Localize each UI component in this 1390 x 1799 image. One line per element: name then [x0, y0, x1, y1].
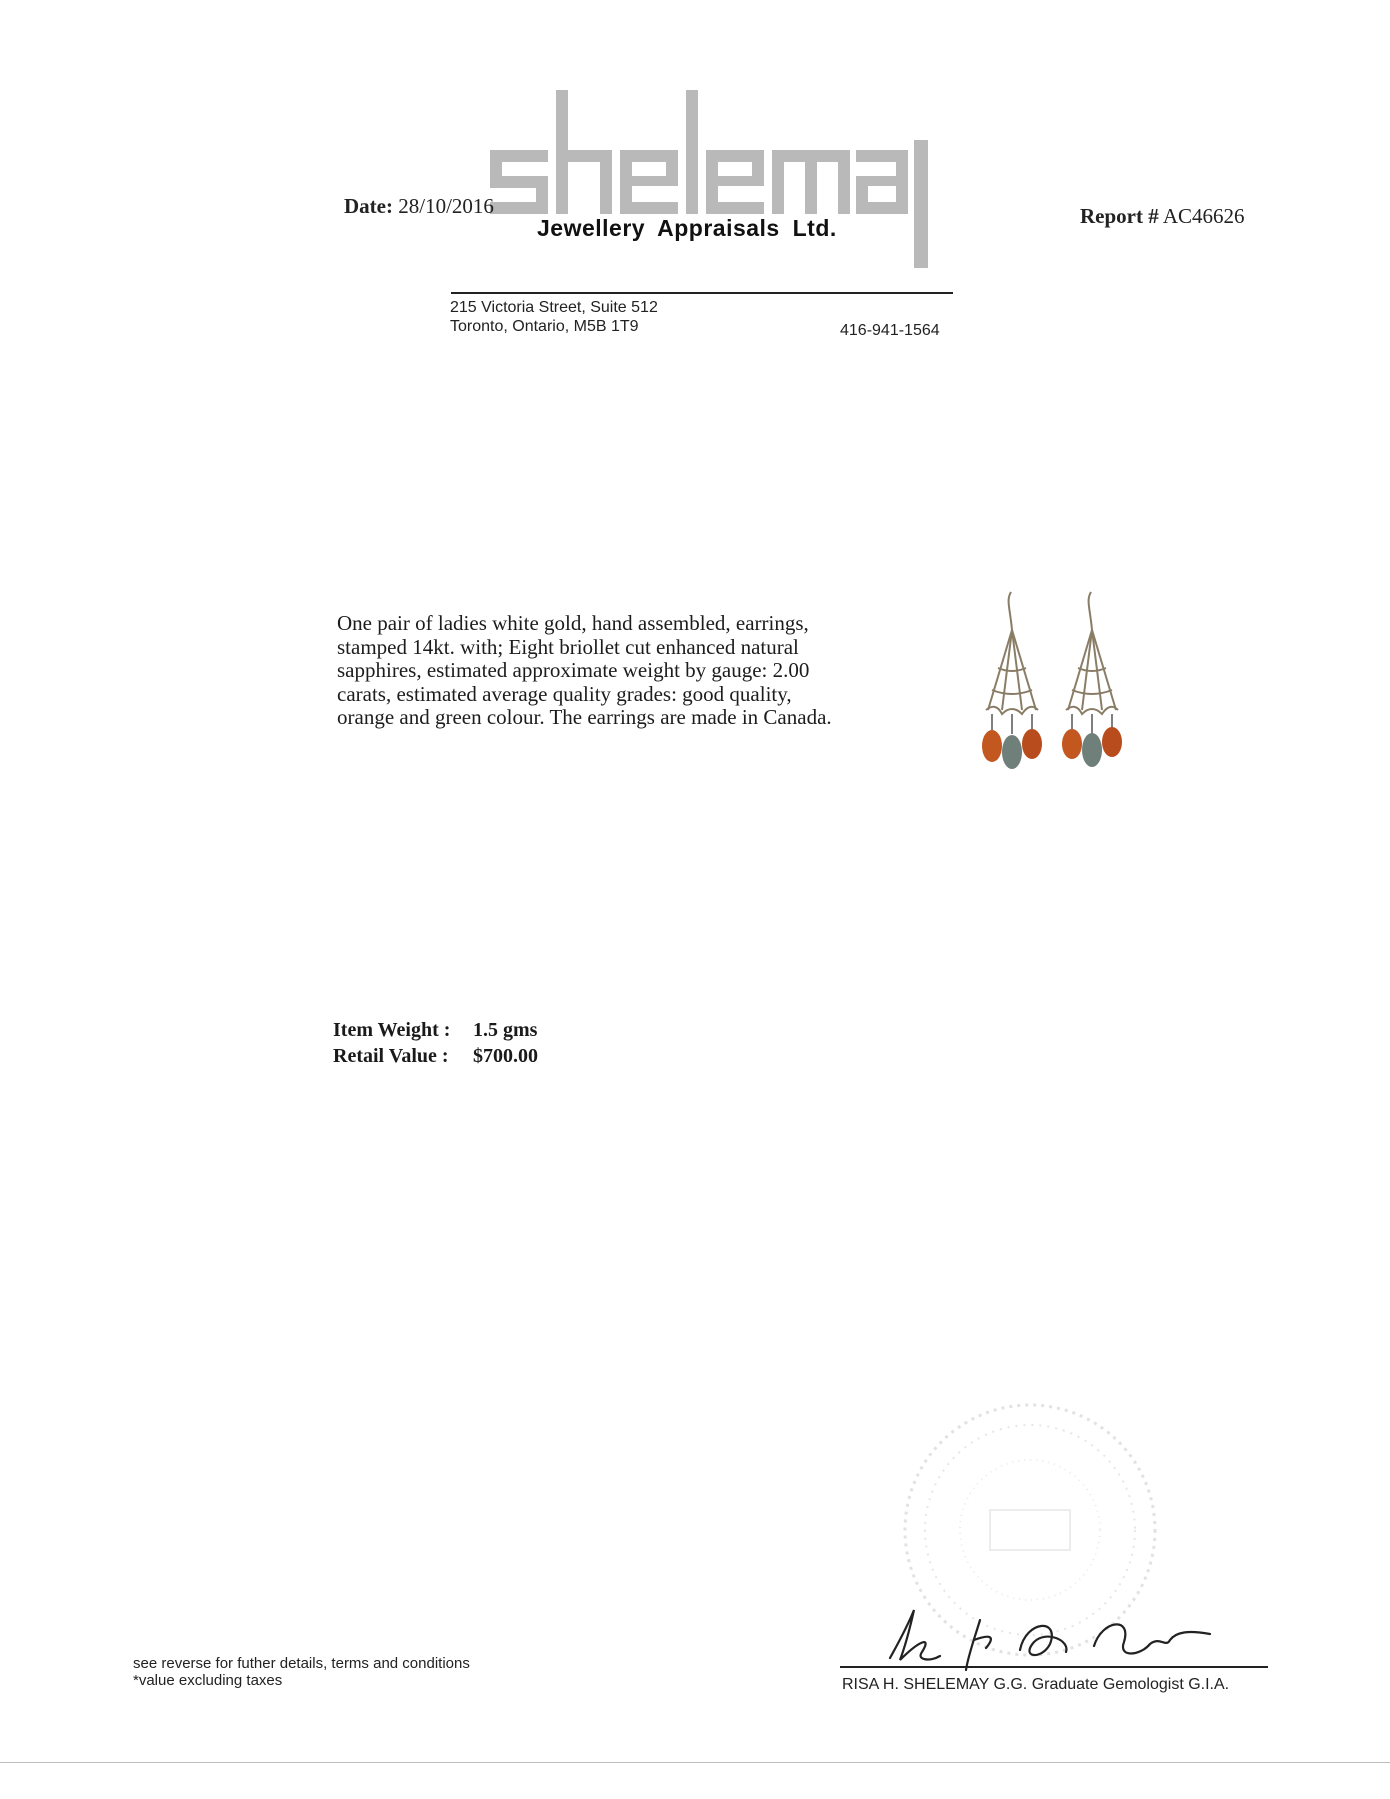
value-value: $700.00: [473, 1045, 538, 1067]
handwritten-signature: [870, 1600, 1250, 1685]
report-label: Report #: [1080, 204, 1159, 228]
date-value: 28/10/2016: [398, 194, 494, 218]
earrings-image: [980, 590, 1140, 775]
weight-row: [333, 1017, 538, 1043]
footer-notes: [133, 1655, 470, 1689]
weight-value: 1.5 gms: [473, 1019, 538, 1041]
item-summary: [333, 1017, 538, 1069]
date-label: Date:: [344, 194, 393, 218]
company-phone: 416-941-1564: [840, 322, 940, 339]
description-line: orange and green colour. The earrings are made in Canada.: [337, 705, 832, 729]
item-description: [337, 612, 917, 730]
report-date: [344, 194, 494, 219]
signature-graphic: [870, 1600, 1250, 1680]
report-value: AC46626: [1162, 204, 1245, 228]
terms-note: see reverse for futher details, terms and conditions: [133, 1655, 470, 1672]
description-line: carats, estimated average quality grades: good quality,: [337, 681, 792, 706]
description-line: One pair of ladies white gold, hand assembled, earrings,: [337, 611, 809, 635]
value-label: Retail Value :: [333, 1045, 449, 1067]
company-logo: [490, 80, 930, 275]
signer-name: RISA H. SHELEMAY G.G. Graduate Gemologist G.I.A.: [842, 1676, 1230, 1693]
company-address: [450, 298, 658, 336]
earrings-photo: [980, 590, 1140, 780]
signature-line: [840, 1666, 1268, 1668]
address-line-1: 215 Victoria Street, Suite 512: [450, 299, 658, 316]
tax-note: *value excluding taxes: [133, 1672, 283, 1689]
page-edge-line: [0, 1762, 1390, 1763]
address-line-2: Toronto, Ontario, M5B 1T9: [450, 318, 639, 335]
weight-label: Item Weight :: [333, 1019, 451, 1041]
description-line: stamped 14kt. with; Eight briollet cut enhanced natural: [337, 634, 799, 659]
description-line: sapphires, estimated approximate weight by gauge: 2.00: [337, 658, 810, 682]
report-number: [1080, 204, 1245, 229]
value-row: [333, 1043, 538, 1069]
header-divider: [451, 292, 953, 294]
company-name: Jewellery Appraisals Ltd.: [537, 215, 837, 241]
